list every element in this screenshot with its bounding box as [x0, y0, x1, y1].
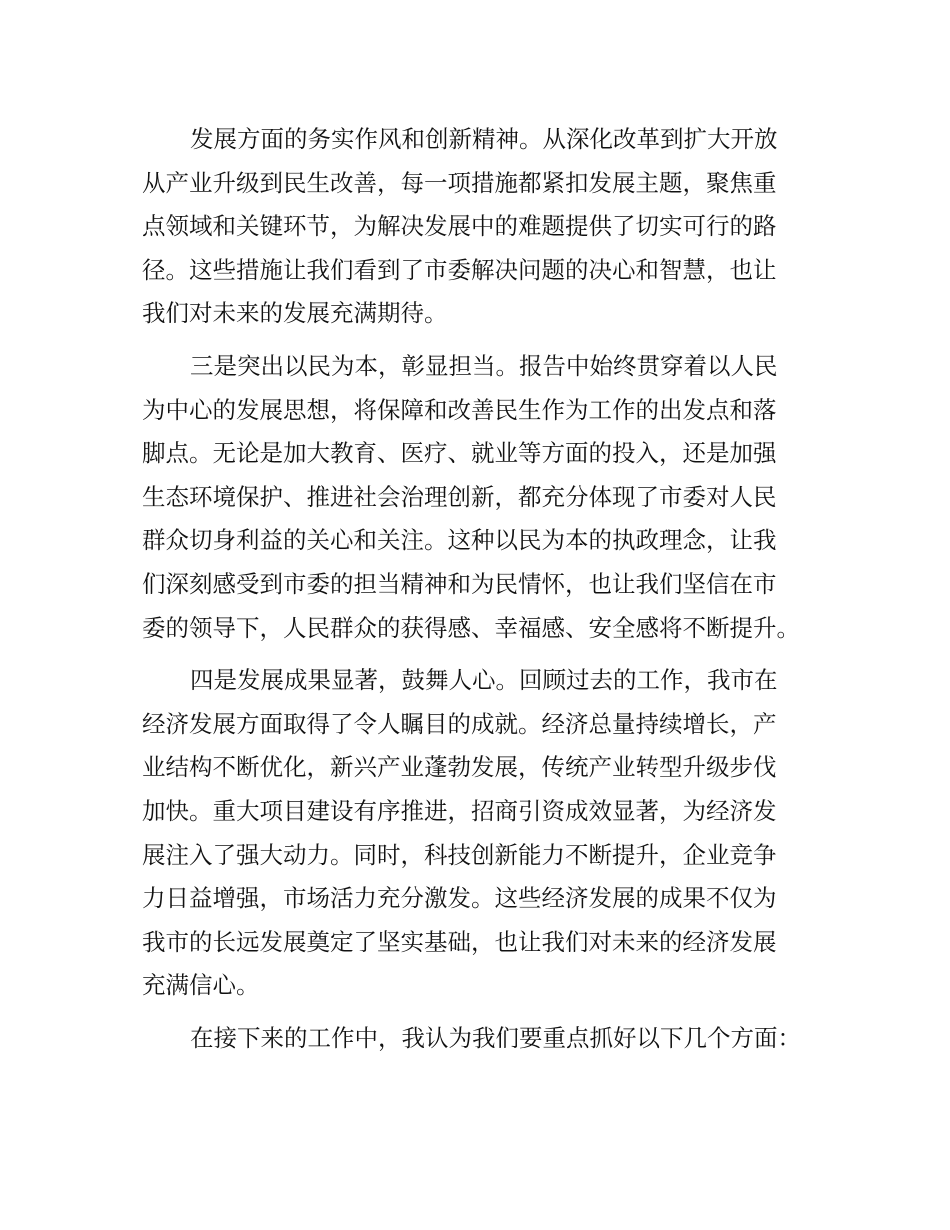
text-line: 四是发展成果显著，鼓舞人心。回顾过去的工作，我市在	[190, 666, 778, 695]
document-body	[142, 118, 832, 1060]
paragraph-2	[142, 345, 832, 650]
paragraph-spacer	[142, 1008, 832, 1017]
text-line: 群众切身利益的关心和关注。这种以民为本的执政理念，让我	[142, 526, 777, 555]
text-line: 充满信心。	[142, 971, 260, 1000]
text-line: 在接下来的工作中，我认为我们要重点抓好以下几个方面：	[190, 1023, 801, 1052]
paragraph-3	[142, 659, 832, 1008]
paragraph-1	[142, 118, 832, 336]
text-line: 展注入了强大动力。同时，科技创新能力不断提升，企业竞争	[142, 840, 777, 869]
paragraph-spacer	[142, 336, 832, 345]
text-line: 脚点。无论是加大教育、医疗、就业等方面的投入，还是加强	[142, 439, 777, 468]
text-line: 三是突出以民为本，彰显担当。报告中始终贯穿着以人民	[190, 351, 778, 380]
text-line: 径。这些措施让我们看到了市委解决问题的决心和智慧，也让	[142, 255, 777, 284]
text-line: 从产业升级到民生改善，每一项措施都紧扣发展主题，聚焦重	[142, 168, 777, 197]
text-line: 加快。重大项目建设有序推进，招商引资成效显著，为经济发	[142, 796, 777, 825]
paragraph-4	[142, 1017, 832, 1061]
paragraph-spacer	[142, 650, 832, 659]
text-line: 我们对未来的发展充满期待。	[142, 299, 448, 328]
text-line: 点领域和关键环节，为解决发展中的难题提供了切实可行的路	[142, 212, 777, 241]
text-line: 生态环境保护、推进社会治理创新，都充分体现了市委对人民	[142, 482, 777, 511]
text-line: 为中心的发展思想，将保障和改善民生作为工作的出发点和落	[142, 395, 777, 424]
text-line: 经济发展方面取得了令人瞩目的成就。经济总量持续增长，产	[142, 709, 777, 738]
text-line: 我市的长远发展奠定了坚实基础，也让我们对未来的经济发展	[142, 927, 777, 956]
text-line: 发展方面的务实作风和创新精神。从深化改革到扩大开放	[190, 125, 778, 153]
text-line: 委的领导下，人民群众的获得感、幸福感、安全感将不断提升。	[142, 613, 800, 642]
text-line: 业结构不断优化，新兴产业蓬勃发展，传统产业转型升级步伐	[142, 753, 777, 782]
text-line: 力日益增强，市场活力充分激发。这些经济发展的成果不仅为	[142, 884, 777, 913]
text-line: 们深刻感受到市委的担当精神和为民情怀，也让我们坚信在市	[142, 569, 777, 598]
